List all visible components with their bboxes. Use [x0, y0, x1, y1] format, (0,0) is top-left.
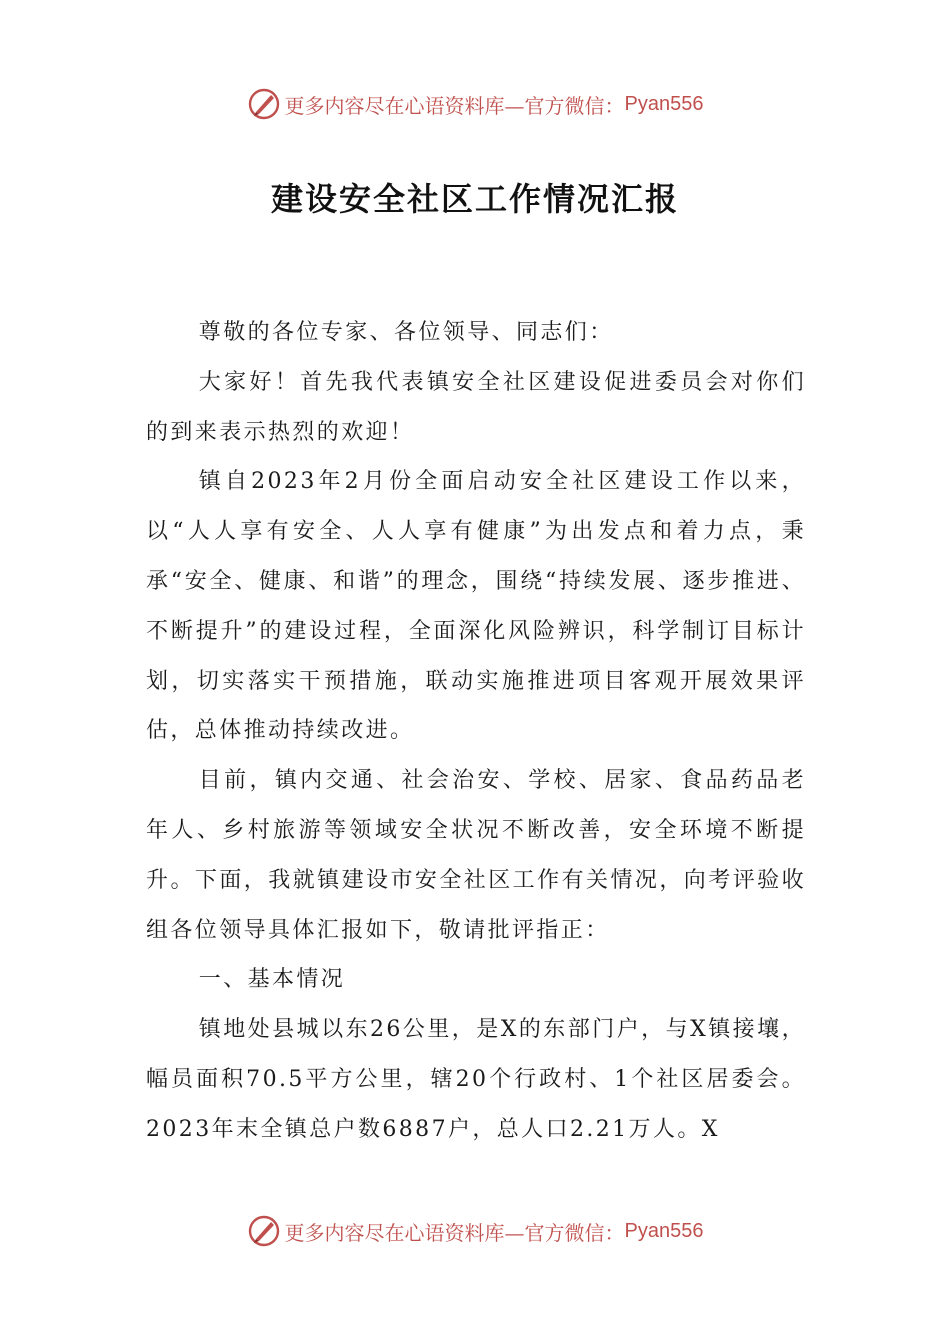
watermark-handle: Pyan556 — [624, 92, 704, 115]
watermark-footer — [0, 1211, 950, 1251]
paragraph-status: 目前，镇内交通、社会治安、学校、居家、食品药品老年人、乡村旅游等领域安全状况不断改善，安全环境不断提升。下面，我就镇建设市安全社区工作有关情况，向考评验收组各位领导具体汇报如下，敬请批评指正： — [146, 768, 806, 943]
pen-logo-icon — [247, 1214, 281, 1248]
paragraph-basic-info: 镇地处县城以东26公里，是X的东部门户，与X镇接壤，幅员面积70.5平方公里，辖20个行政村、1个社区居委会。2023年末全镇总户数6887户，总人口2.21万人。X — [146, 1017, 806, 1142]
watermark-handle: Pyan556 — [624, 1219, 704, 1242]
pen-logo-icon — [247, 87, 281, 121]
watermark-text: 更多内容尽在心语资料库—官方微信： — [284, 93, 625, 118]
watermark-header — [0, 84, 950, 124]
paragraph-welcome: 大家好！首先我代表镇安全社区建设促进委员会对你们的到来表示热烈的欢迎！ — [146, 369, 806, 445]
paragraph-greeting: 尊敬的各位专家、各位领导、同志们： — [198, 320, 614, 345]
section-heading-basic: 一、基本情况 — [198, 967, 346, 993]
document-title: 建设安全社区工作情况汇报 — [270, 180, 679, 218]
watermark-text: 更多内容尽在心语资料库—官方微信： — [284, 1220, 625, 1245]
document-body — [146, 308, 806, 1155]
paragraph-overview: 镇自2023年2月份全面启动安全社区建设工作以来，以“人人享有安全、人人享有健康”为出发点和着力点，秉承“安全、健康、和谐”的理念，围绕“持续发展、逐步推进、不断提升”的建设过程，全面深化风险辨识，科学制订目标计划，切实落实干预措施，联动实施推进项目客观开展效果评估，总体推动持续改进。 — [146, 469, 806, 744]
